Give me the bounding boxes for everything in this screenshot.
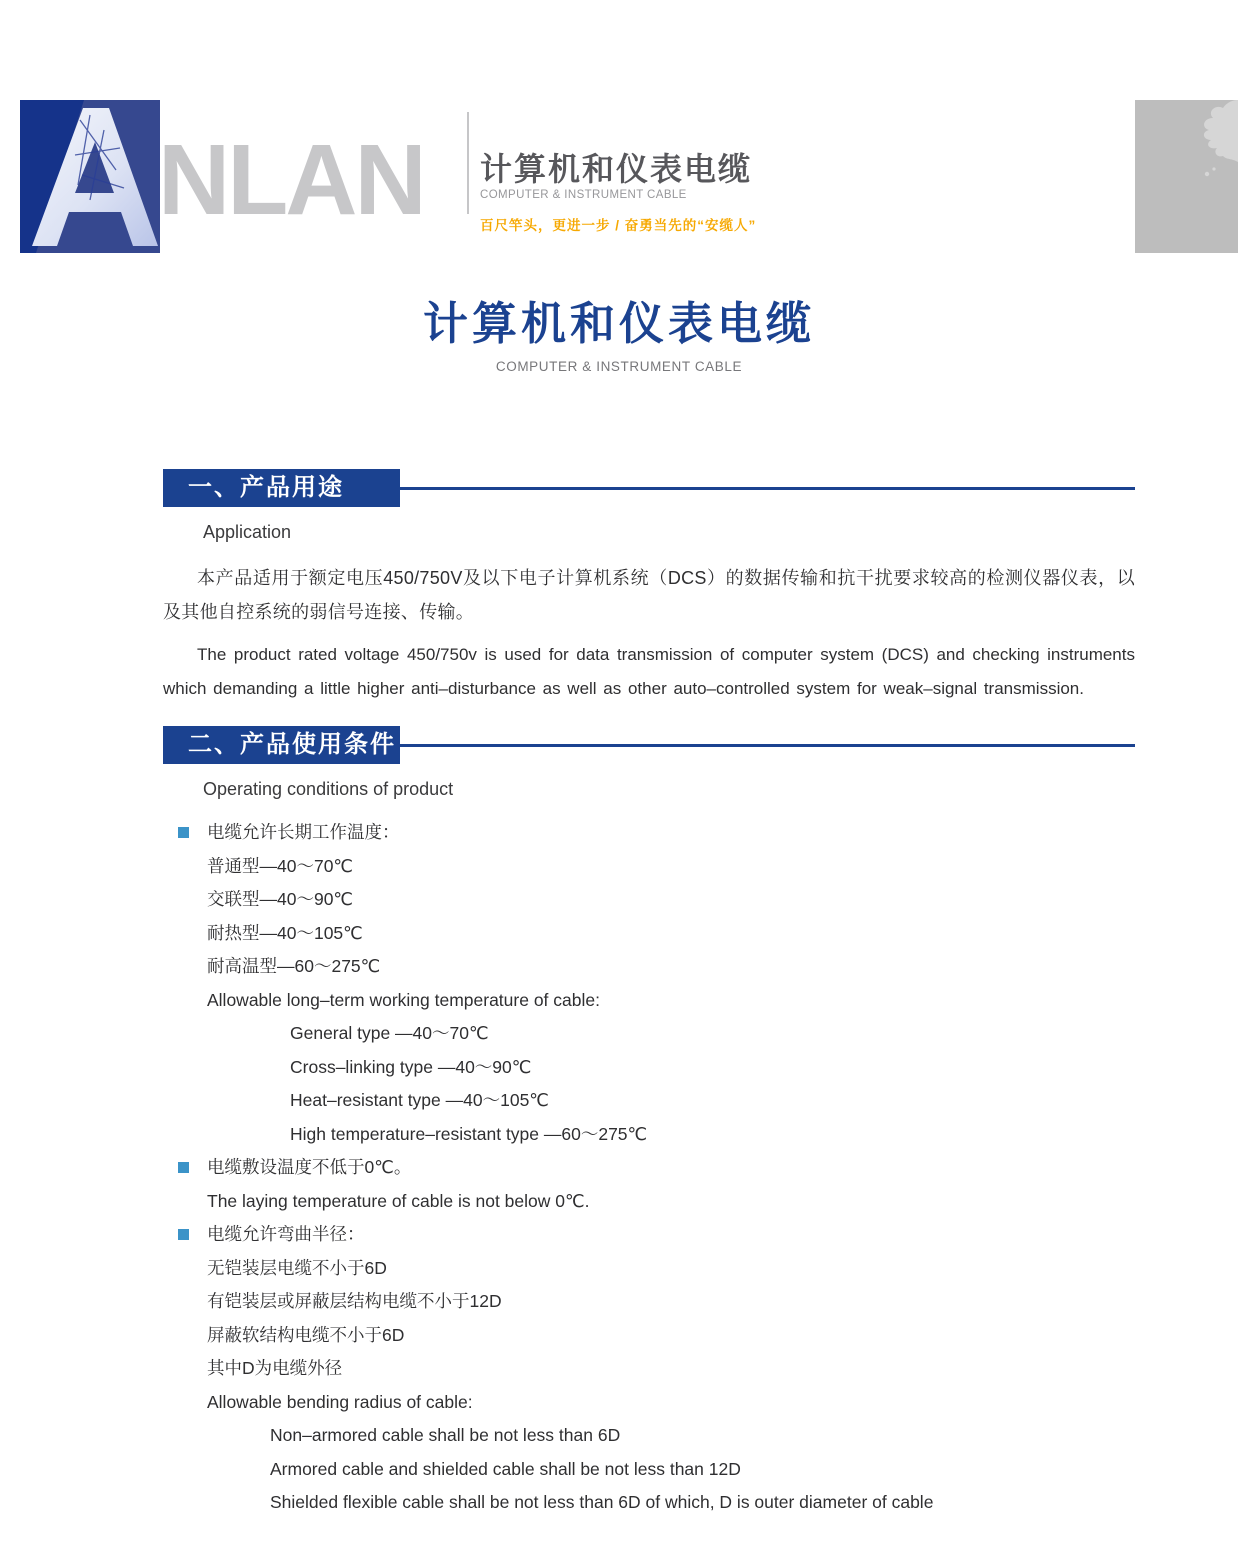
anlan-logo-a-icon: [20, 100, 160, 253]
section1-title-bar: 一、产品用途: [163, 469, 400, 507]
list-item: [163, 950, 1135, 984]
list-item-text: 交联型—40～90℃: [207, 889, 354, 909]
section2-rule: [400, 744, 1135, 747]
bullet-square-icon: [178, 1229, 189, 1240]
list-item: [163, 1017, 1135, 1051]
list-item: [163, 1151, 1135, 1185]
conditions-list: [163, 816, 1135, 1520]
list-item-text: General type —40～70℃: [290, 1023, 489, 1043]
header-title-en: COMPUTER & INSTRUMENT CABLE: [480, 189, 687, 201]
section2-title-bar: 二、产品使用条件: [163, 726, 400, 764]
list-item-text: Heat–resistant type —40～105℃: [290, 1090, 549, 1110]
logo-a-icon: [20, 100, 160, 253]
list-item: [163, 1051, 1135, 1085]
list-item-text: Non–armored cable shall be not less than 6D: [270, 1425, 621, 1445]
list-item-text: Allowable bending radius of cable:: [207, 1391, 473, 1412]
list-item-text: Shielded flexible cable shall be not less than 6D of which, D is outer diameter of cable: [270, 1492, 934, 1512]
section2-subtitle: Operating conditions of product: [203, 779, 454, 799]
page-subtitle: COMPUTER & INSTRUMENT CABLE: [495, 359, 743, 374]
list-item: [163, 1453, 1135, 1487]
list-item-text: 电缆允许长期工作温度：: [207, 822, 400, 842]
list-item: [163, 1352, 1135, 1386]
list-item: [163, 1218, 1135, 1252]
list-item: [163, 1386, 1135, 1420]
logo-text: NLAN: [158, 124, 424, 236]
list-item: [163, 1285, 1135, 1319]
application-paragraph-en: The product rated voltage 450/750v is used for data transmission of computer system (DCS) and checking instruments which demanding a little higher anti–disturbance as well as other auto–controlled system for weak–signal transmission.: [163, 645, 1135, 698]
list-item: [163, 1185, 1135, 1219]
header-slogan: 百尺竿头，更进一步 / 奋勇当先的“安缆人”: [480, 218, 757, 233]
list-item: [163, 1252, 1135, 1286]
bullet-square-icon: [178, 827, 189, 838]
corner-photo: [1135, 100, 1238, 253]
section1-subtitle: Application: [203, 522, 292, 542]
list-item-text: 电缆敷设温度不低于0℃。: [207, 1157, 412, 1177]
header-title-cn: 计算机和仪表电缆: [480, 151, 753, 187]
bullet-square-icon: [178, 1162, 189, 1173]
list-item-text: Armored cable and shielded cable shall be not less than 12D: [270, 1458, 741, 1479]
list-item-text: 其中D为电缆外径: [207, 1358, 343, 1378]
list-item-text: Cross–linking type —40～90℃: [290, 1056, 532, 1077]
application-paragraph-cn: 本产品适用于额定电压450/750V及以下电子计算机系统（DCS）的数据传输和抗干扰要求较高的检测仪器仪表，以及其他自控系统的弱信号连接、传输。: [163, 568, 1135, 622]
list-item: [163, 1084, 1135, 1118]
content-column: [163, 0, 1135, 1520]
list-item-text: 无铠装层电缆不小于6D: [207, 1257, 387, 1278]
list-item: [163, 1118, 1135, 1152]
list-item-text: The laying temperature of cable is not below 0℃.: [207, 1190, 590, 1211]
list-item: [163, 1486, 1135, 1520]
list-item-text: High temperature–resistant type —60～275℃: [290, 1123, 648, 1144]
section1-rule: [400, 487, 1135, 490]
leaf-icon: [1135, 100, 1238, 253]
list-item: [163, 883, 1135, 917]
list-item: [163, 984, 1135, 1018]
section2-header-row: [163, 726, 1135, 764]
list-item-text: Allowable long–term working temperature of cable:: [207, 989, 600, 1010]
list-item-text: 耐高温型—60～275℃: [207, 956, 381, 976]
list-item: [163, 816, 1135, 850]
page-title: 计算机和仪表电缆: [422, 298, 815, 349]
section1-header-row: [163, 469, 1135, 507]
list-item-text: 有铠装层或屏蔽层结构电缆不小于12D: [207, 1291, 502, 1311]
list-item: [163, 850, 1135, 884]
list-item: [163, 1319, 1135, 1353]
list-item-text: 屏蔽软结构电缆不小于6D: [207, 1324, 405, 1345]
list-item-text: 电缆允许弯曲半径：: [207, 1224, 365, 1244]
list-item: [163, 1419, 1135, 1453]
list-item-text: 耐热型—40～105℃: [207, 922, 363, 943]
list-item: [163, 917, 1135, 951]
list-item-text: 普通型—40～70℃: [207, 855, 354, 876]
